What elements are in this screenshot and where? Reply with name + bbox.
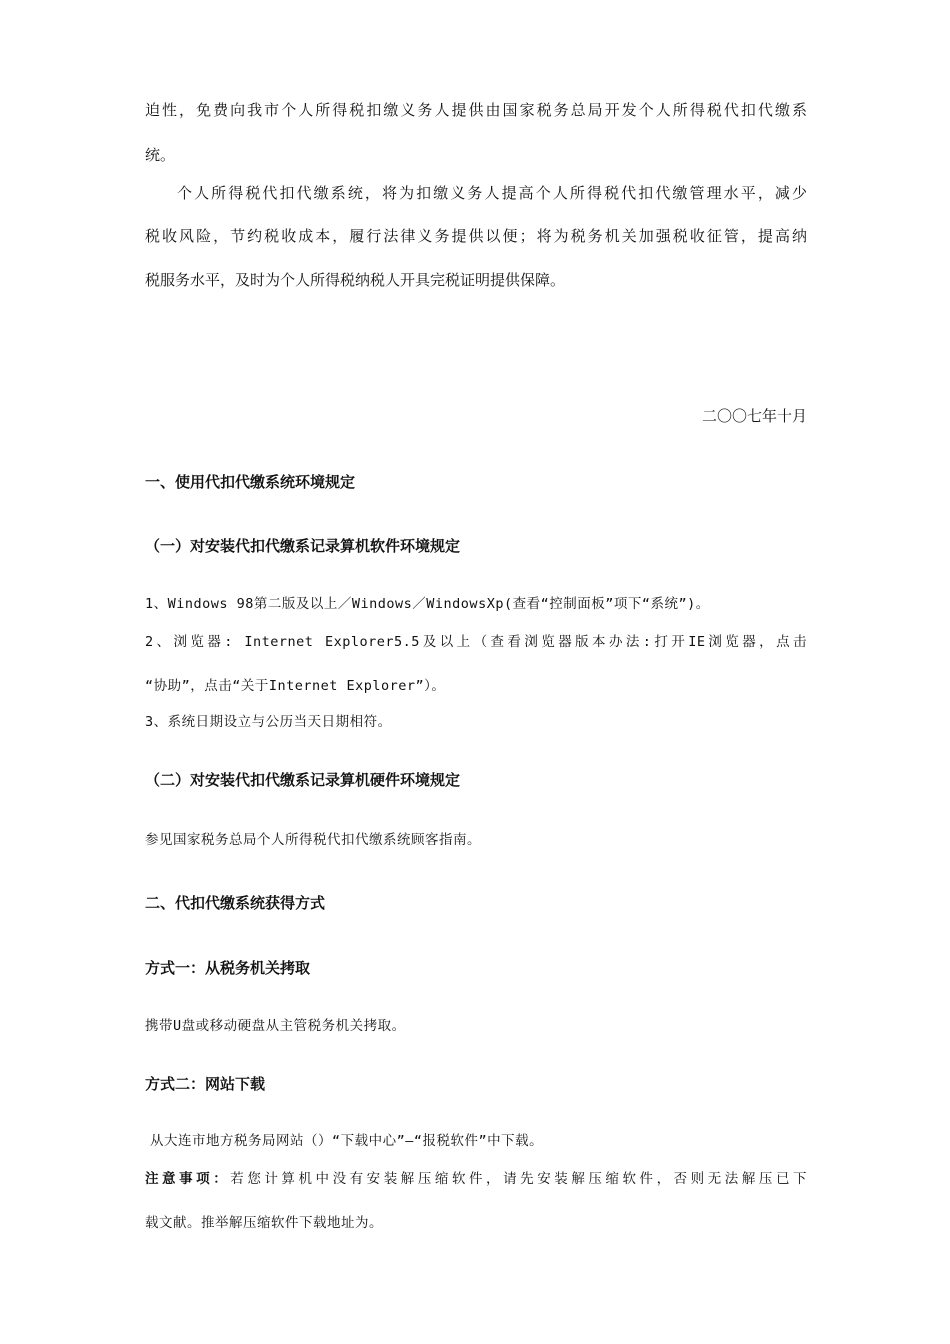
- section-1-subheading-1: （一）对安装代扣代缴系记录算机软件环境规定: [145, 537, 461, 555]
- software-requirement-2-line-1: 2、浏览器: Internet Explorer5.5及以上（查看浏览器版本办法:打开IE浏览器，点击: [145, 634, 807, 650]
- way-2-heading: 方式二：网站下载: [145, 1075, 266, 1093]
- way-2-text: 从大连市地方税务局网站（）“下载中心”—“报税软件”中下载。: [150, 1133, 544, 1149]
- intro-paragraph-2-line-2: 税收风险，节约税收成本，履行法律义务提供以便；将为税务机关加强税收征管，提高纳: [145, 227, 807, 245]
- intro-paragraph-2-line-3: 税服务水平，及时为个人所得税纳税人开具完税证明提供保障。: [145, 271, 566, 289]
- section-1-heading: 一、使用代扣代缴系统环境规定: [145, 473, 356, 491]
- way-1-text: 携带U盘或移动硬盘从主管税务机关拷取。: [145, 1018, 406, 1034]
- intro-paragraph-1-line-1: 迫性，免费向我市个人所得税扣缴义务人提供由国家税务总局开发个人所得税代扣代缴系: [145, 101, 807, 119]
- note-line-2: 载文献。推举解压缩软件下载地址为。: [145, 1215, 383, 1231]
- note-label: 注意事项：: [145, 1171, 231, 1187]
- note-line-1: [145, 1169, 807, 1189]
- software-requirement-3: 3、系统日期设立与公历当天日期相符。: [145, 714, 392, 730]
- way-1-heading: 方式一：从税务机关拷取: [145, 959, 311, 977]
- document-date: 二〇〇七年十月: [701, 407, 807, 425]
- intro-paragraph-1-line-2: 统。: [145, 146, 176, 164]
- software-requirement-1: 1、Windows 98第二版及以上／Windows／WindowsXp(查看“控制面板”项下“系统”)。: [145, 596, 710, 612]
- hardware-requirement-text: 参见国家税务总局个人所得税代扣代缴系统顾客指南。: [145, 832, 481, 848]
- software-requirement-2-line-2: “协助”，点击“关于Internet Explorer”）。: [145, 678, 446, 694]
- section-1-subheading-2: （二）对安装代扣代缴系记录算机硬件环境规定: [145, 771, 461, 789]
- note-text-1: 若您计算机中没有安装解压缩软件，请先安装解压缩软件，否则无法解压已下: [230, 1171, 808, 1187]
- intro-paragraph-2-line-1: 个人所得税代扣代缴系统，将为扣缴义务人提高个人所得税代扣代缴管理水平，减少: [177, 184, 807, 202]
- section-2-heading: 二、代扣代缴系统获得方式: [145, 894, 326, 912]
